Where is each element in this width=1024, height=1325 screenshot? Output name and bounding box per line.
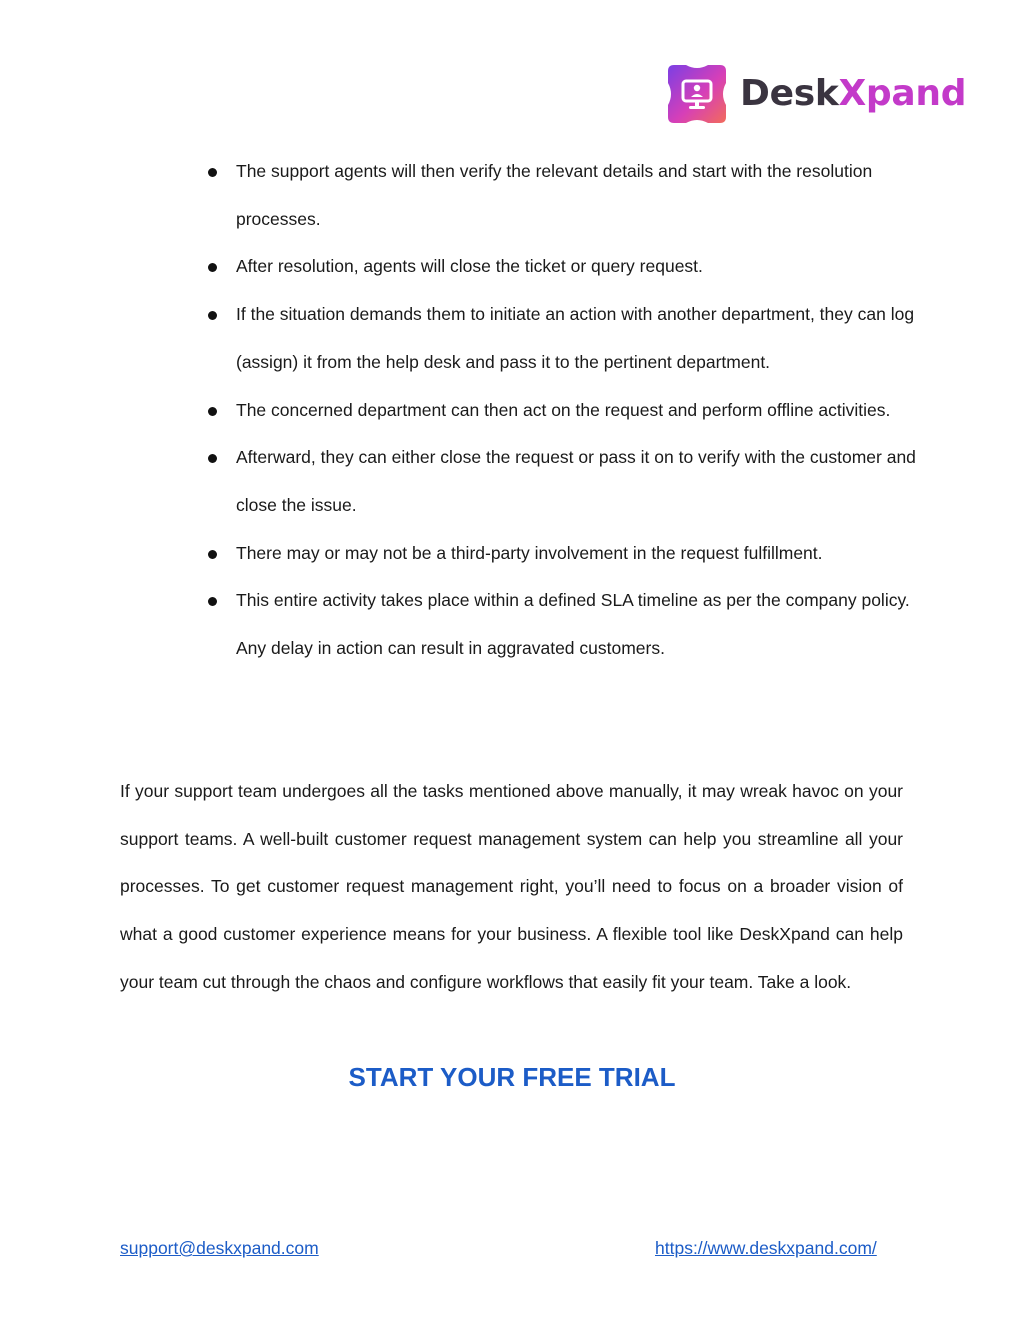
list-item — [200, 387, 920, 435]
list-item-text: The support agents will then verify the relevant details and start with the resolution processes. — [236, 161, 873, 229]
start-free-trial-link[interactable]: START YOUR FREE TRIAL — [348, 1062, 676, 1092]
list-item-text: If the situation demands them to initiate an action with another department, they can log (assign) it from the help desk and pass it to the pertinent department. — [236, 304, 915, 372]
logo-text-xpand: Xpand — [838, 73, 967, 114]
bullet-icon — [208, 168, 217, 177]
body-paragraph: If your support team undergoes all the tasks mentioned above manually, it may wreak havoc on your support teams. A well-built customer request management system can help you streamline all your processes. To get customer request management right, you’ll need to focus on a broader vision of what a good customer experience means for your business. A flexible tool like DeskXpand can help your team cut through the chaos and configure workflows that easily fit your team. Take a look. — [120, 781, 903, 992]
list-item — [200, 148, 920, 243]
list-item — [200, 243, 920, 291]
list-item-text: There may or may not be a third-party involvement in the request fulfillment. — [236, 542, 823, 563]
bullet-icon — [208, 263, 217, 272]
list-item — [200, 291, 920, 386]
process-bullet-list — [200, 148, 920, 673]
list-item-text: After resolution, agents will close the ticket or query request. — [236, 256, 703, 277]
logo-wordmark — [740, 73, 967, 114]
bullet-icon — [208, 550, 217, 559]
deskxpand-logo — [664, 60, 966, 128]
bullet-icon — [208, 597, 217, 606]
bullet-icon — [208, 311, 217, 320]
website-link[interactable]: https://www.deskxpand.com/ — [655, 1238, 877, 1258]
bullet-icon — [208, 454, 217, 463]
list-item — [200, 577, 920, 672]
logo-text-desk: Desk — [740, 73, 839, 114]
bullet-icon — [208, 407, 217, 416]
support-email-link[interactable]: support@deskxpand.com — [120, 1238, 319, 1258]
list-item-text: This entire activity takes place within a defined SLA timeline as per the company policy. Any delay in action can result in aggravated customers. — [236, 590, 910, 659]
list-item-text: Afterward, they can either close the request or pass it on to verify with the customer and close the issue. — [236, 447, 916, 515]
monitor-user-icon — [664, 61, 730, 127]
list-item — [200, 530, 920, 578]
list-item — [200, 434, 920, 529]
list-item-text: The concerned department can then act on the request and perform offline activities. — [236, 399, 891, 420]
